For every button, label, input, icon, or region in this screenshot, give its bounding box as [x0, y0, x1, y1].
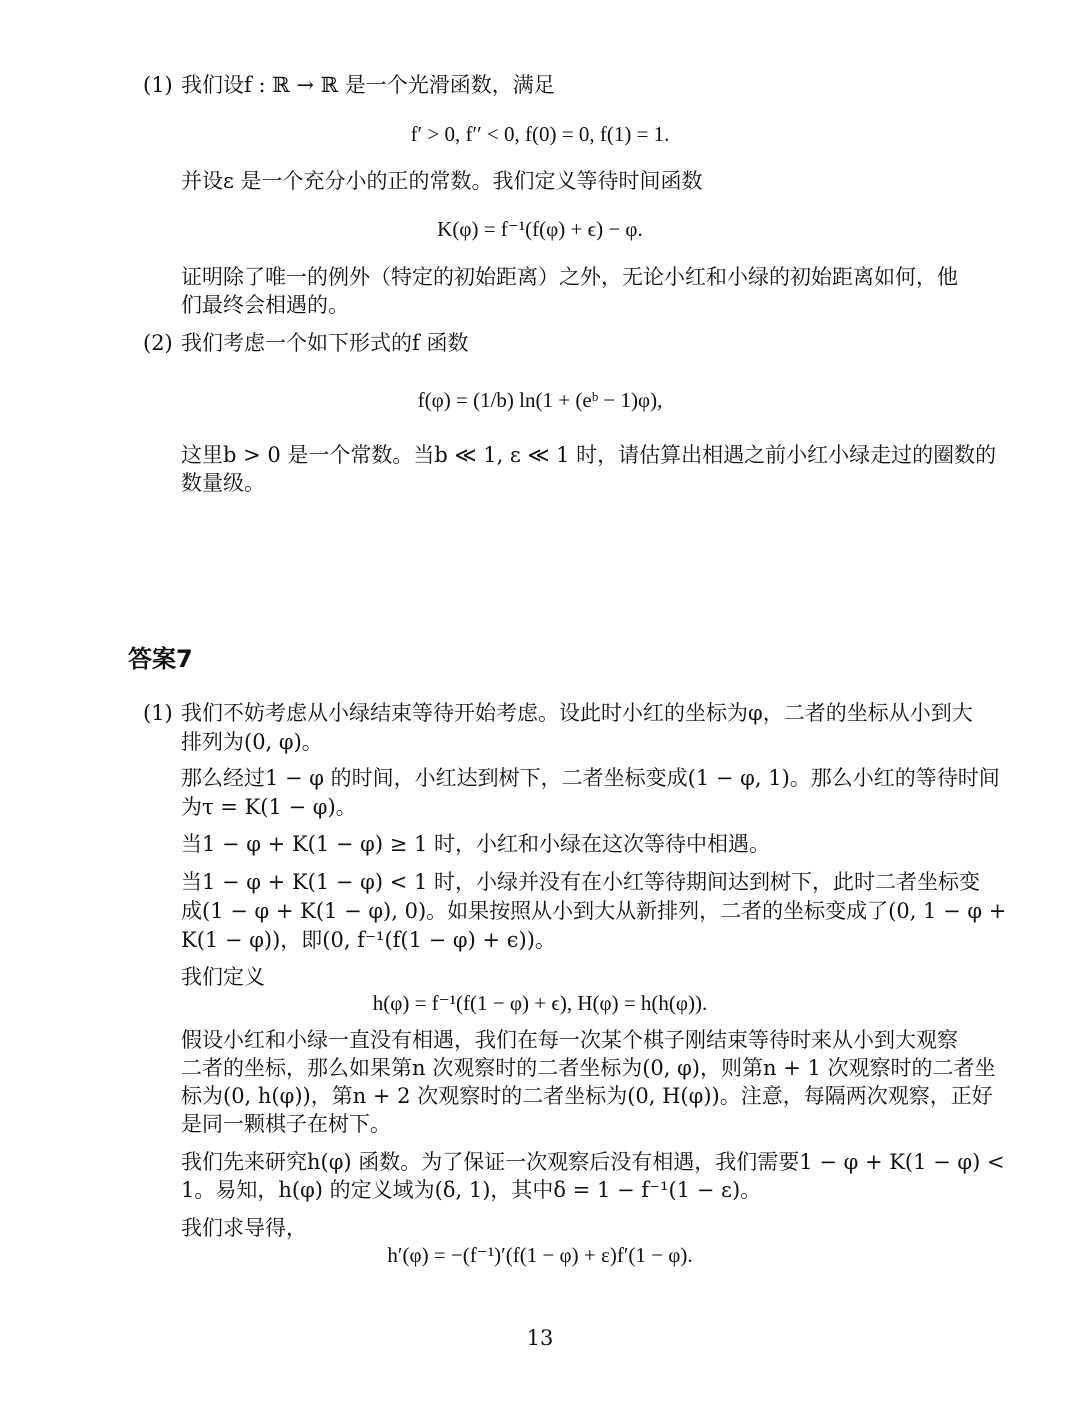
answer-p8: 我们求导得，: [181, 1216, 307, 1240]
problem-part2-intro: 我们考虑一个如下形式的f 函数: [181, 331, 469, 355]
answer-h-definition: h(φ) = f⁻¹(f(1 − φ) + ϵ), H(φ) = h(h(φ)).: [372, 991, 708, 1015]
answer-p7-line1: 我们先来研究h(φ) 函数。为了保证一次观察后没有相遇，我们需要1 − φ + K(1 − φ) <: [181, 1150, 1005, 1174]
answer-heading: 答案7: [128, 645, 193, 673]
answer-p1-line2: 排列为(0, φ)。: [181, 730, 323, 754]
answer-p5: 我们定义: [181, 965, 265, 989]
answer-p1-line1: 我们不妨考虑从小绿结束等待开始考虑。设此时小红的坐标为φ，二者的坐标从小到大: [181, 701, 973, 725]
answer-p4-line3: K(1 − φ))，即(0, f⁻¹(f(1 − φ) + ϵ))。: [181, 928, 556, 952]
answer-derivative-equation: h′(φ) = −(f⁻¹)′(f(1 − φ) + ε)f′(1 − φ).: [387, 1243, 693, 1267]
problem-question-line1: 这里b > 0 是一个常数。当b ≪ 1, ε ≪ 1 时，请估算出相遇之前小红小绿走过的圈数的: [181, 443, 997, 467]
answer-p2-line2: 为τ = K(1 − φ)。: [181, 795, 357, 819]
answer-p4-line2: 成(1 − φ + K(1 − φ), 0)。如果按照从小到大从新排列，二者的坐标变成了(0, 1 − φ +: [181, 899, 1007, 923]
answer-p4-line1: 当1 − φ + K(1 − φ) < 1 时，小绿并没有在小红等待期间达到树下，此时二者坐标变: [181, 870, 981, 894]
problem-part1-number: (1): [143, 73, 173, 97]
problem-K-definition: K(φ) = f⁻¹(f(φ) + ϵ) − φ.: [437, 217, 643, 241]
answer-p3: 当1 − φ + K(1 − φ) ≥ 1 时，小红和小绿在这次等待中相遇。: [181, 832, 771, 856]
problem-question-line2: 数量级。: [181, 471, 265, 495]
problem-part1-intro: 我们设f : ℝ → ℝ 是一个光滑函数，满足: [181, 73, 555, 97]
answer-part1-number: (1): [143, 701, 173, 725]
answer-p6-line2: 二者的坐标，那么如果第n 次观察时的二者坐标为(0, φ)，则第n + 1 次观察时的二者坐: [181, 1056, 996, 1080]
problem-part2-number: (2): [143, 331, 173, 355]
problem-epsilon-text: 并设ε 是一个充分小的正的常数。我们定义等待时间函数: [181, 169, 703, 193]
problem-claim-line2: 们最终会相遇的。: [181, 293, 349, 317]
problem-claim-line1: 证明除了唯一的例外（特定的初始距离）之外，无论小红和小绿的初始距离如何，他: [181, 265, 958, 289]
answer-p6-line4: 是同一颗棋子在树下。: [181, 1112, 391, 1136]
problem-f-definition: f(φ) = (1/b) ln(1 + (eᵇ − 1)φ),: [417, 388, 663, 412]
page-number: 13: [526, 1326, 554, 1350]
answer-p2-line1: 那么经过1 − φ 的时间，小红达到树下，二者坐标变成(1 − φ, 1)。那么小红的等待时间: [181, 766, 1000, 790]
answer-p6-line1: 假设小红和小绿一直没有相遇，我们在每一次某个棋子刚结束等待时来从小到大观察: [181, 1028, 958, 1052]
answer-p7-line2: 1。易知，h(φ) 的定义域为(δ, 1)，其中δ = 1 − f⁻¹(1 − ε)。: [181, 1178, 762, 1202]
problem-conditions-equation: f′ > 0, f′′ < 0, f(0) = 0, f(1) = 1.: [410, 122, 670, 146]
answer-p6-line3: 标为(0, h(φ))，第n + 2 次观察时的二者坐标为(0, H(φ))。注意，每隔两次观察，正好: [181, 1084, 993, 1108]
